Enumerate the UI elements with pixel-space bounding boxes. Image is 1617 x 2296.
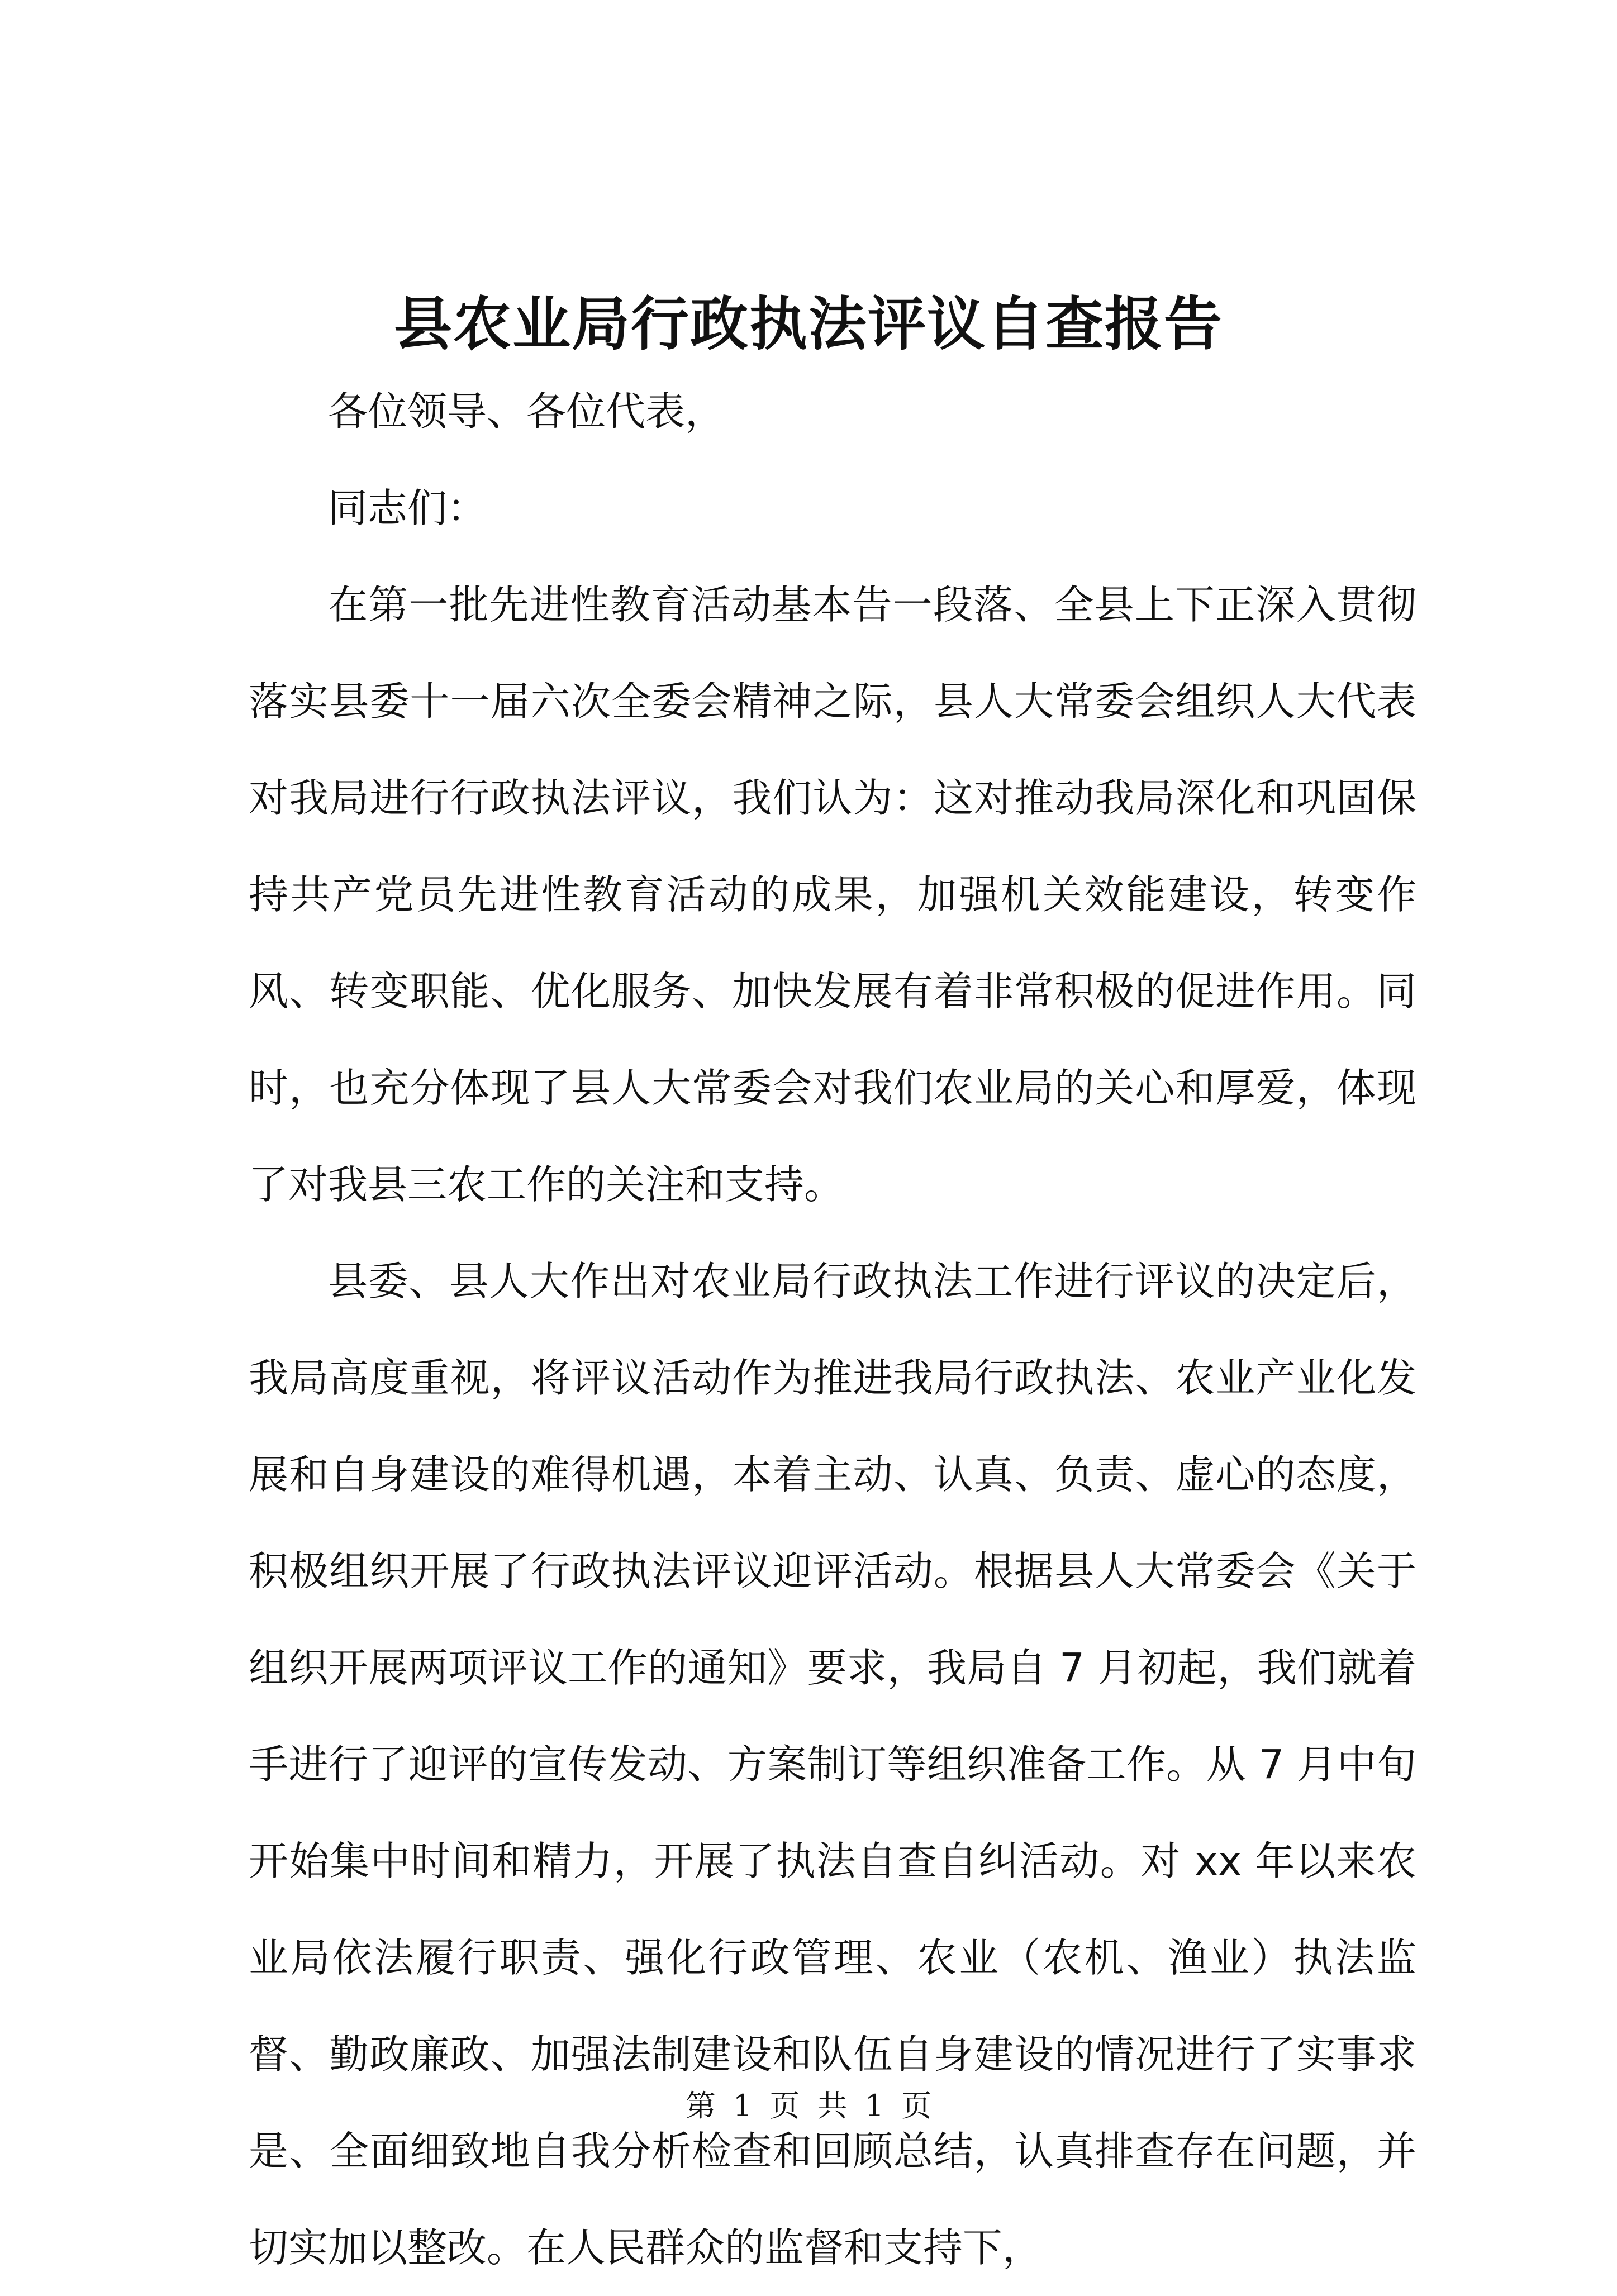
- salutation-leaders: 各位领导、各位代表，: [328, 388, 725, 435]
- paragraph-1: 在第一批先进性教育活动基本告一段落、全县上下正深入贯彻落实县委十一届六次全委会精神之际，县人大常委会组织人大代表对我局进行行政执法评议，我们认为：这对推动我局深化和巩固保持共产党员先进性教育活动的成果，加强机关效能建设，转变作风、转变职能、优化服务、加快发展有着非常积极的促进作用。同时，也充分体现了县人大常委会对我们农业局的关心和厚爱，体现了对我县三农工作的关注和支持。: [249, 582, 1416, 1208]
- page-number-footer: 第 1 页 共 1 页: [685, 2088, 932, 2123]
- paragraph-2: 县委、县人大作出对农业局行政执法工作进行评议的决定后，我局高度重视，将评议活动作为推进我局行政执法、农业产业化发展和自身建设的难得机遇，本着主动、认真、负责、虚心的态度，积极组织开展了行政执法评议迎评活动。根据县人大常委会《关于组织开展两项评议工作的通知》要求，我局自 7 月初起，我们就着手进行了迎评的宣传发动、方案制订等组织准备工作。从 7 月中旬开始集中时间和精力，开展了执法自查自纠活动。对 xx 年以来农业局依法履行职责、强化行政管理、农业（农机、渔业）执法监督、勤政廉政、加强法制建设和队伍自身建设的情况进行了实事求是、全面细致地自我分析检查和回顾总结，认真排查存在问题，并切实加以整改。在人民群众的监督和支持下，: [249, 1258, 1416, 2271]
- document-title: 县农业局行政执法评议自查报告: [393, 289, 1223, 358]
- document-body: [249, 363, 1416, 2296]
- salutation-comrades: 同志们：: [328, 485, 487, 531]
